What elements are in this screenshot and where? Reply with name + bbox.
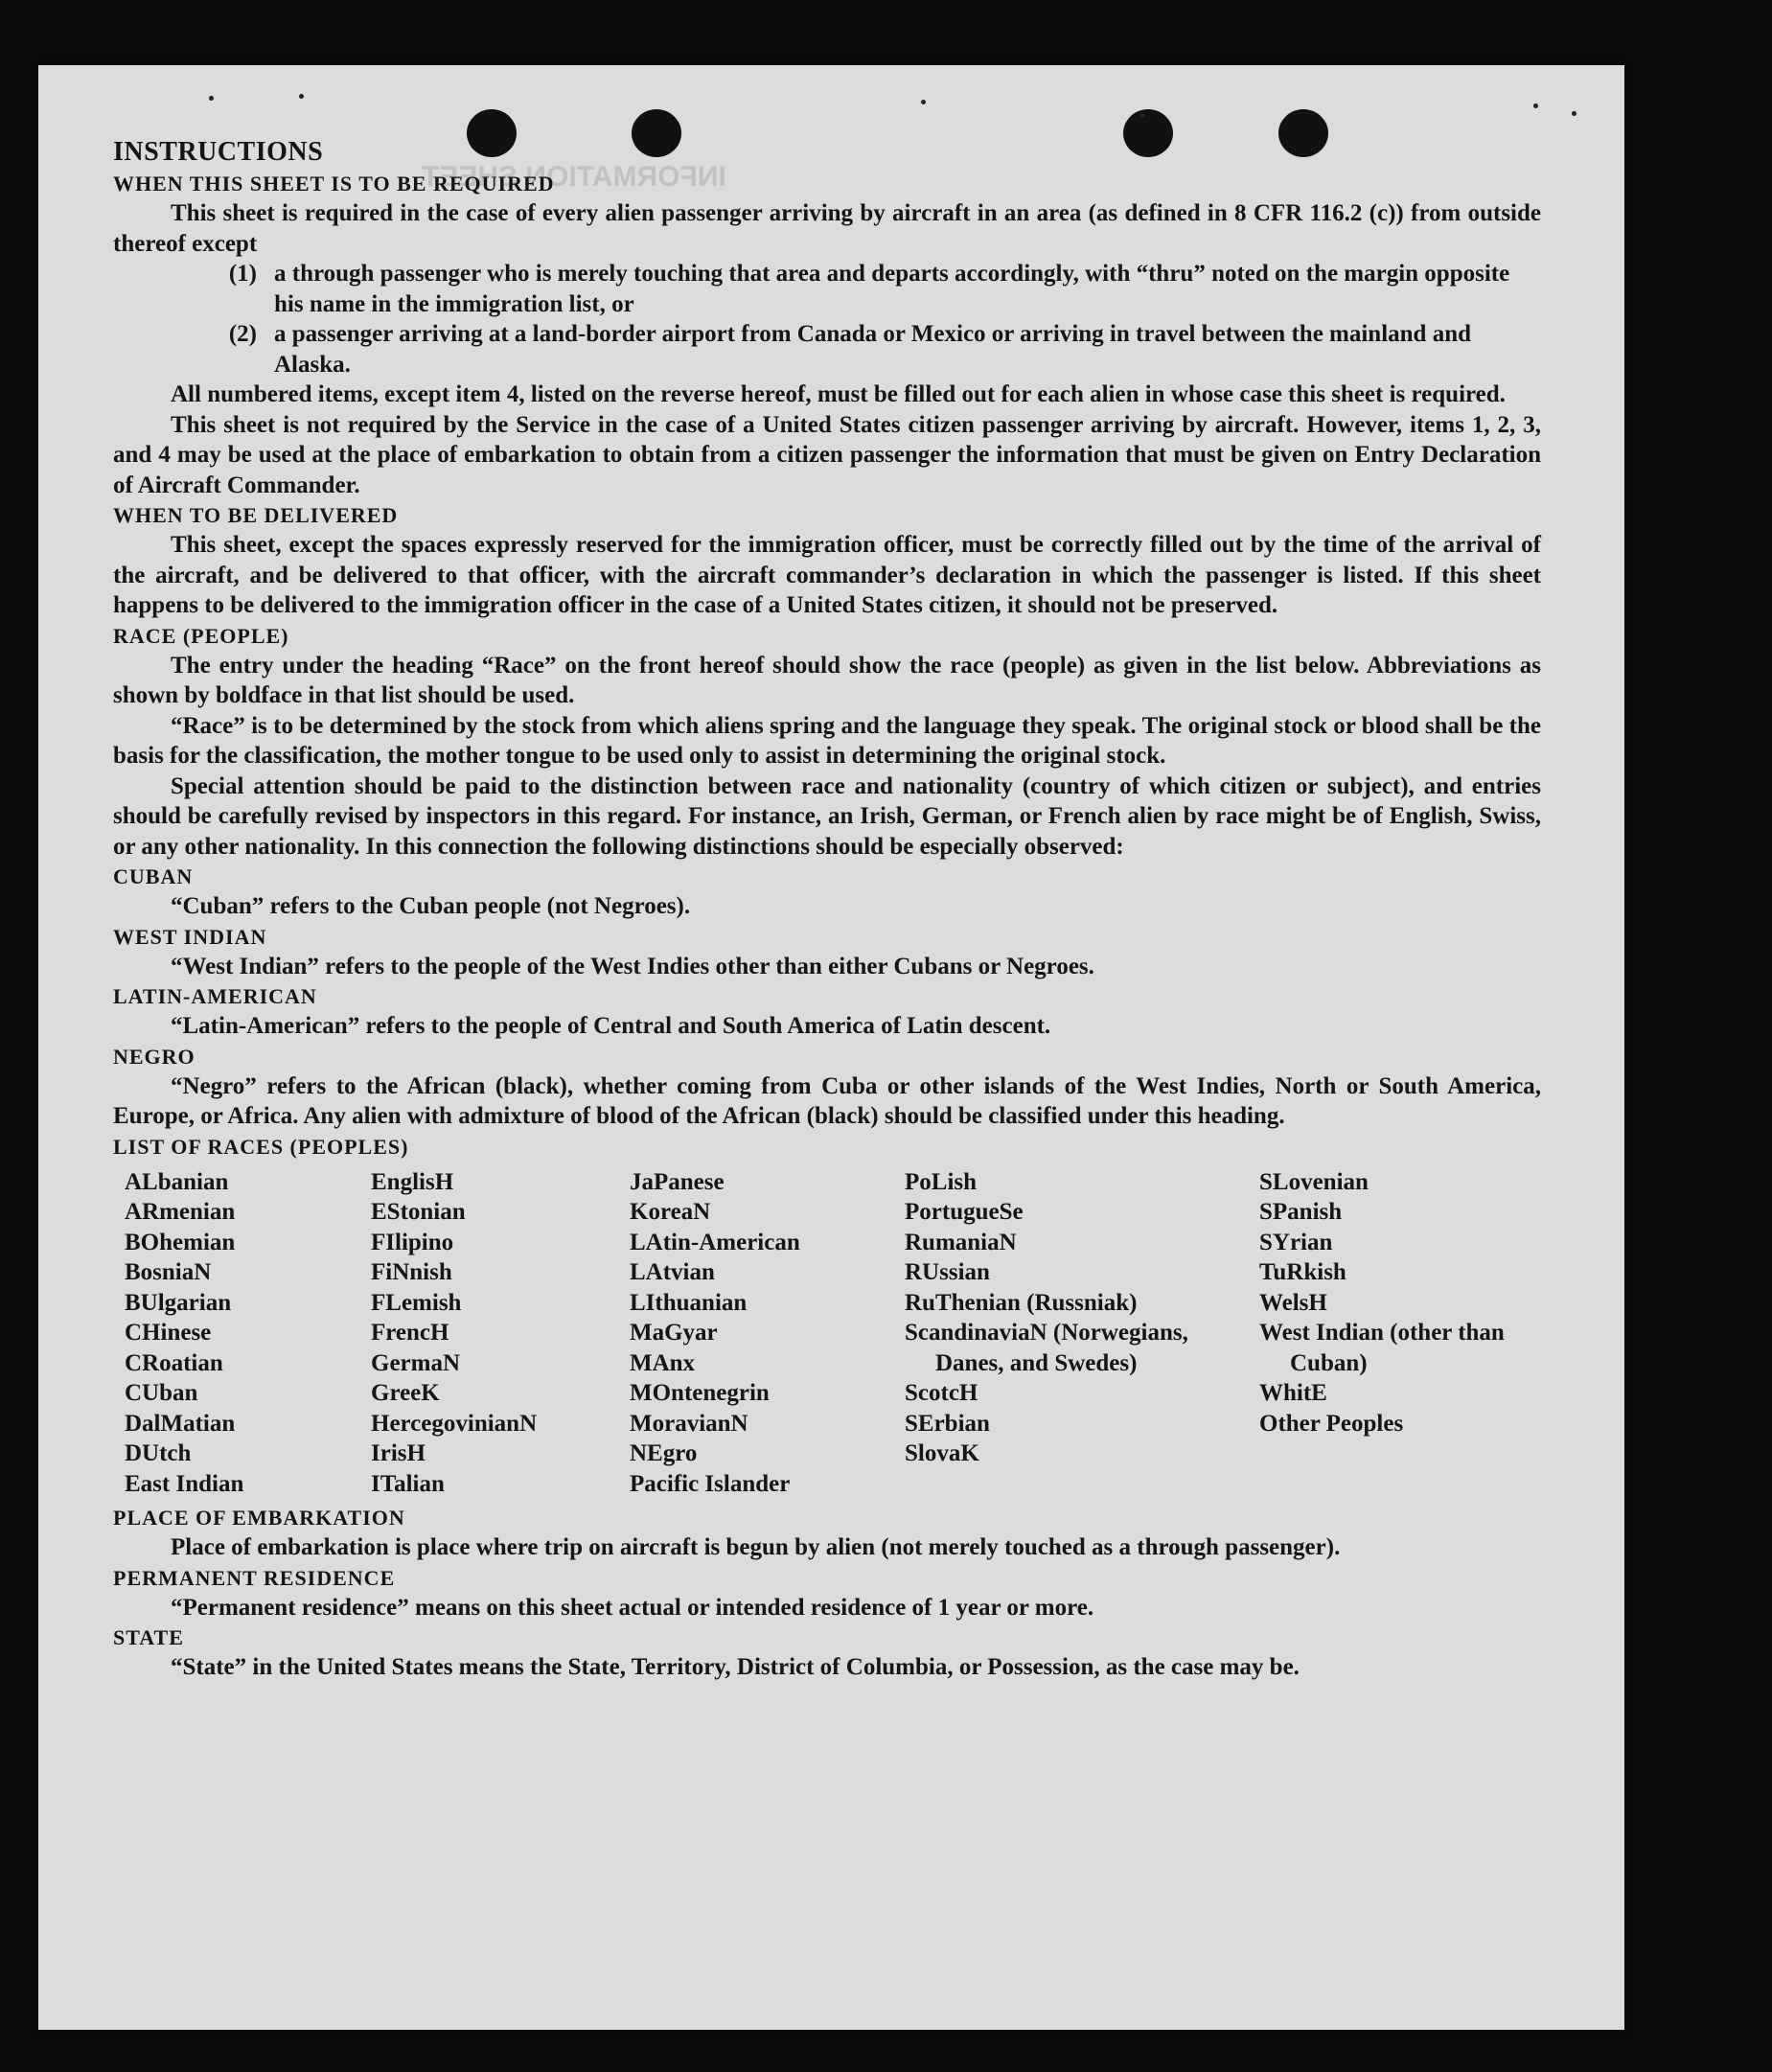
race-entry: FiNnish: [371, 1259, 452, 1285]
race-entry: LIthuanian: [630, 1289, 748, 1316]
race-entry: CRoatian: [125, 1349, 223, 1376]
race-entry: TuRkish: [1259, 1259, 1346, 1285]
heading-race: RACE (PEOPLE): [113, 623, 289, 648]
race-entry: East Indian: [125, 1470, 244, 1497]
race-entry: BOhemian: [125, 1229, 236, 1255]
race-entry: EnglisH: [371, 1168, 454, 1195]
race-column: [905, 1167, 1259, 1500]
race-entry: SPanish: [1259, 1199, 1343, 1225]
race-entry: ScandinaviaN (Norwegians, Danes, and Swedes): [905, 1320, 1188, 1376]
paragraph-citizen: This sheet is not required by the Service in the case of a United States citizen passenger arriving by aircraft. However, items 1, 2, 3, and 4 may be used at the place of embarkation to obtain from a citizen passenger the information that must be given on Entry Declaration of Aircraft Commander.: [113, 411, 1541, 498]
race-entry: RumaniaN: [905, 1229, 1017, 1255]
paragraph-race-2: “Race” is to be determined by the stock from which aliens spring and the language they speak. The original stock or blood shall be the basis for the classification, the mother tongue to be used only to assist in determining the original stock.: [113, 712, 1541, 769]
speck: [209, 96, 214, 101]
paragraph-latin-american: “Latin-American” refers to the people of Central and South America of Latin descent.: [171, 1013, 1051, 1039]
race-entry: MAnx: [630, 1349, 696, 1376]
race-entry: CUban: [125, 1380, 198, 1406]
paragraph-residence: “Permanent residence” means on this sheet actual or intended residence of 1 year or more.: [171, 1594, 1094, 1621]
race-entry: WhitE: [1259, 1380, 1327, 1406]
speck: [1572, 111, 1576, 116]
heading-negro: NEGRO: [113, 1044, 196, 1069]
race-entry: JaPanese: [630, 1168, 725, 1195]
paragraph-state: “State” in the United States means the State, Territory, District of Columbia, or Possession, as the case may be.: [171, 1654, 1300, 1680]
race-entry: EStonian: [371, 1199, 466, 1225]
race-list: [125, 1167, 1541, 1500]
race-entry: GermaN: [371, 1349, 461, 1376]
exception-item: [113, 319, 1541, 380]
paragraph-race-3: Special attention should be paid to the distinction between race and nationality (country of which citizen or subject), and entries should be carefully revised by inspectors in this regard. For instance, an Irish, German, or French alien by race might be of English, Swiss, or any other nationality. In this connection the following distinctions should be especially observed:: [113, 772, 1541, 860]
race-entry: LAtvian: [630, 1259, 715, 1285]
race-column: [1259, 1167, 1518, 1500]
race-entry: SErbian: [905, 1410, 990, 1437]
race-entry: FIlipino: [371, 1229, 454, 1255]
paragraph-numbered-items: All numbered items, except item 4, listed on the reverse hereof, must be filled out for each alien in whose case this sheet is required.: [171, 381, 1506, 407]
page-title: INSTRUCTIONS: [113, 137, 324, 167]
heading-when-required: WHEN THIS SHEET IS TO BE REQUIRED: [113, 172, 555, 196]
heading-cuban: CUBAN: [113, 864, 194, 888]
race-entry: MOntenegrin: [630, 1380, 770, 1406]
speck: [1140, 113, 1145, 118]
race-entry: MaGyar: [630, 1320, 718, 1346]
race-entry: ALbanian: [125, 1168, 229, 1195]
paragraph-negro: “Negro” refers to the African (black), whether coming from Cuba or other islands of the West Indies, North or South America, Europe, or Africa. Any alien with admixture of blood of the African (black) should be classified under this heading.: [113, 1072, 1541, 1129]
instructions-body: [113, 136, 1541, 1683]
exception-item: [113, 259, 1541, 319]
paragraph-west-indian: “West Indian” refers to the people of the West Indies other than either Cubans or Negroes.: [171, 953, 1094, 979]
speck: [1533, 104, 1538, 108]
item-number: (2): [228, 321, 257, 347]
paragraph-cuban: “Cuban” refers to the Cuban people (not Negroes).: [171, 893, 691, 919]
race-entry: NEgro: [630, 1440, 698, 1466]
race-entry: SLovenian: [1259, 1168, 1369, 1195]
race-entry: ScotcH: [905, 1380, 978, 1406]
race-entry: BosniaN: [125, 1259, 212, 1285]
heading-west-indian: WEST INDIAN: [113, 924, 267, 949]
race-entry: HercegovinianN: [371, 1410, 538, 1437]
speck: [921, 100, 926, 104]
heading-residence: PERMANENT RESIDENCE: [113, 1565, 396, 1590]
paragraph-delivered: This sheet, except the spaces expressly reserved for the immigration officer, must be correctly filled out by the time of the arrival of the aircraft, and be delivered to that officer, with the aircraft commander’s declaration in which the passenger is listed. If this sheet happens to be delivered to the immigration officer in the case of a United States citizen, it should not be preserved.: [113, 532, 1541, 618]
item-number: (1): [228, 261, 257, 287]
race-entry: SYrian: [1259, 1229, 1333, 1255]
race-entry: RUssian: [905, 1259, 990, 1285]
race-entry: PortugueSe: [905, 1199, 1024, 1225]
race-entry: DalMatian: [125, 1410, 236, 1437]
race-entry: West Indian (other than Cuban): [1259, 1320, 1505, 1376]
race-entry: FLemish: [371, 1289, 462, 1316]
paragraph-embarkation: Place of embarkation is place where trip on aircraft is begun by alien (not merely touched as a through passenger).: [171, 1534, 1341, 1560]
race-entry: FrencH: [371, 1320, 449, 1346]
heading-state: STATE: [113, 1625, 184, 1649]
race-entry: IrisH: [371, 1440, 426, 1466]
paragraph-required: This sheet is required in the case of every alien passenger arriving by aircraft in an area (as defined in 8 CFR 116.2 (c)) from outside thereof except: [113, 200, 1541, 257]
paragraph-race-1: The entry under the heading “Race” on the front hereof should show the race (people) as given in the list below. Abbreviations as shown by boldface in that list should be used.: [113, 652, 1541, 708]
race-entry: Other Peoples: [1259, 1410, 1404, 1437]
race-entry: ARmenian: [125, 1199, 236, 1225]
race-column: [125, 1167, 371, 1500]
race-entry: BUlgarian: [125, 1289, 232, 1316]
race-entry: Pacific Islander: [630, 1470, 791, 1497]
race-entry: RuThenian (Russniak): [905, 1289, 1138, 1316]
race-entry: WelsH: [1259, 1289, 1327, 1316]
race-entry: MoravianN: [630, 1410, 748, 1437]
race-entry: PoLish: [905, 1168, 978, 1195]
item-text: a passenger arriving at a land-border airport from Canada or Mexico or arriving in travel between the mainland and Alaska.: [274, 321, 1472, 378]
race-entry: SlovaK: [905, 1440, 979, 1466]
race-entry: CHinese: [125, 1320, 212, 1346]
speck: [299, 94, 304, 99]
heading-when-delivered: WHEN TO BE DELIVERED: [113, 503, 399, 527]
race-entry: ITalian: [371, 1470, 445, 1497]
heading-latin-american: LATIN-AMERICAN: [113, 984, 317, 1008]
race-entry: GreeK: [371, 1380, 440, 1406]
race-column: [371, 1167, 630, 1500]
race-entry: DUtch: [125, 1440, 192, 1466]
heading-embarkation: PLACE OF EMBARKATION: [113, 1506, 405, 1530]
item-text: a through passenger who is merely touching that area and departs accordingly, with “thru” noted on the margin opposite his name in the immigration list, or: [274, 261, 1510, 317]
heading-list-of-races: LIST OF RACES (PEOPLES): [113, 1134, 409, 1159]
bleed-through-text: INFORMATION SHEET: [422, 161, 726, 193]
race-column: [630, 1167, 905, 1500]
race-entry: KoreaN: [630, 1199, 711, 1225]
race-entry: LAtin-American: [630, 1229, 800, 1255]
